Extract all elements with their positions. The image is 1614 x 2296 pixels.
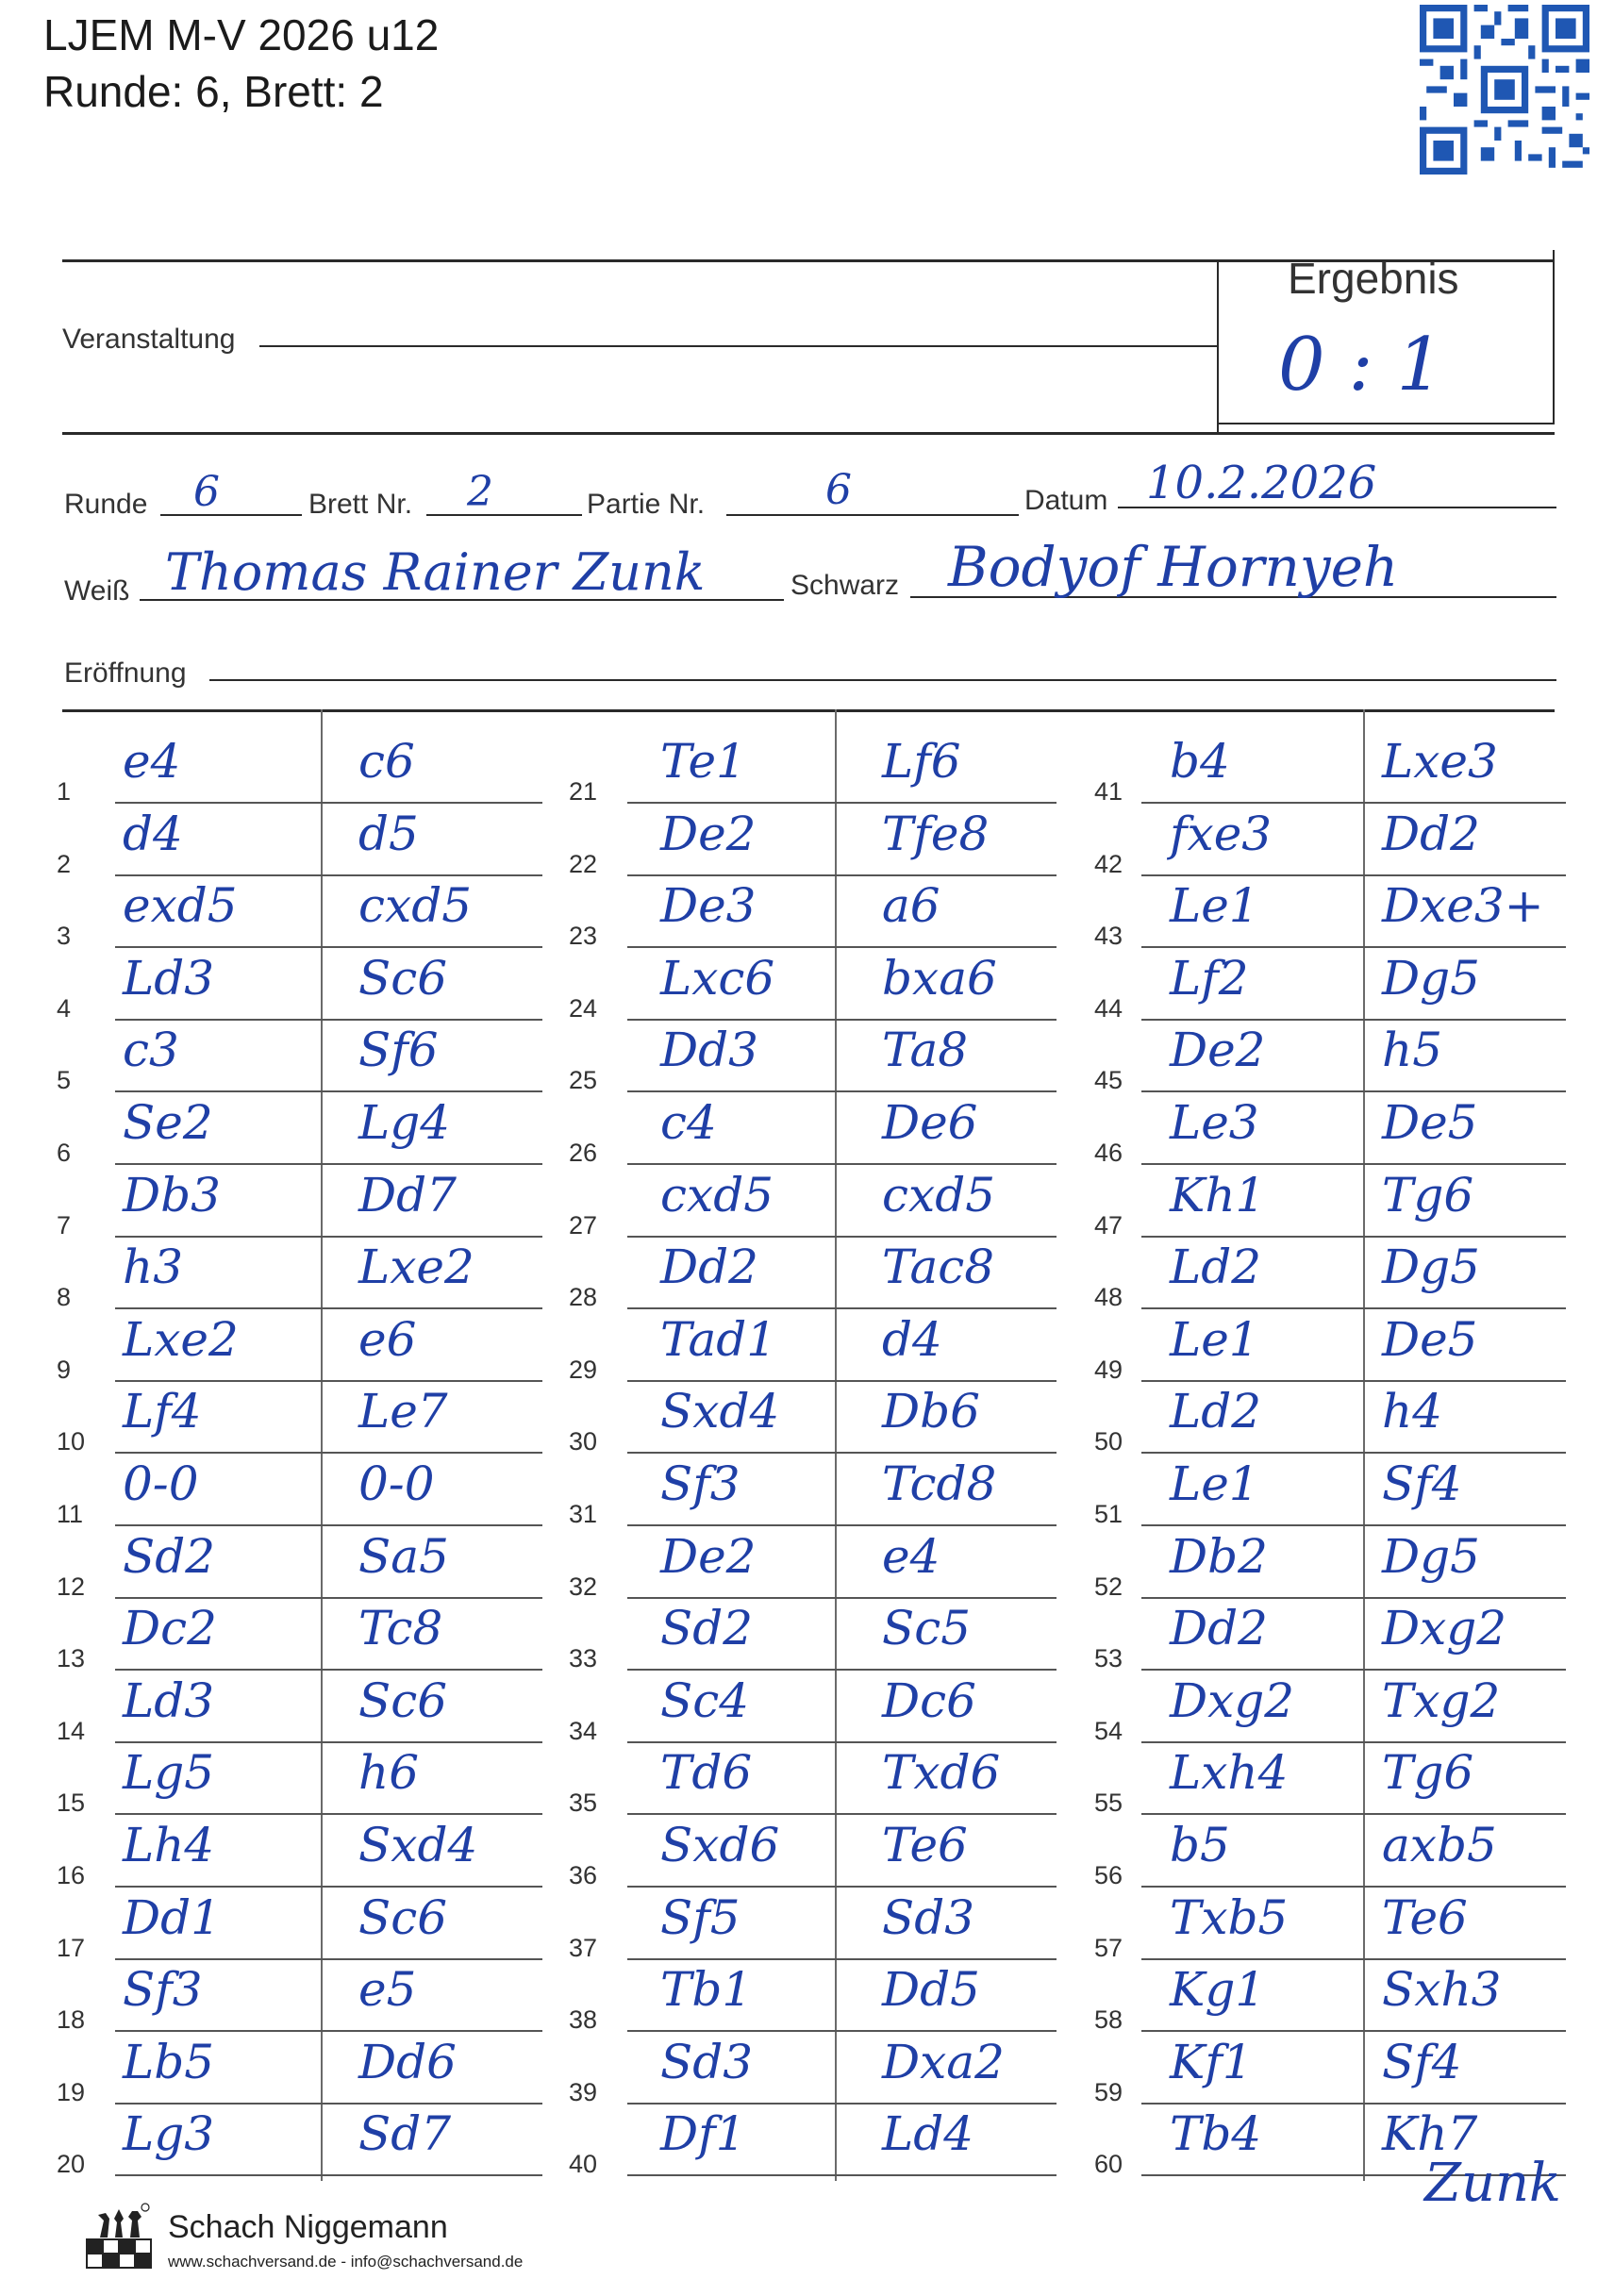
move-line (115, 1886, 542, 1888)
white-move: Lh4 (123, 1818, 215, 1872)
move-number: 36 (569, 1861, 598, 1889)
black-move: Ld4 (882, 2106, 974, 2162)
white-move: Sd3 (660, 2034, 754, 2089)
move-line (627, 1597, 1057, 1599)
white-move: 0-0 (123, 1456, 199, 1511)
move-number: 39 (569, 2077, 598, 2106)
move-line (627, 874, 1057, 876)
move-number: 48 (1094, 1283, 1123, 1312)
black-move: bxa6 (882, 950, 997, 1006)
move-number: 2 (57, 849, 72, 878)
move-line (627, 1307, 1057, 1309)
move-number: 18 (57, 2005, 86, 2035)
black-move: Tg6 (1382, 1167, 1474, 1223)
ergebnis-label: Ergebnis (1288, 254, 1459, 303)
white-move: Le3 (1170, 1095, 1259, 1150)
move-number: 6 (57, 1139, 72, 1167)
black-move: e5 (358, 1962, 417, 2018)
black-move: h6 (358, 1745, 420, 1801)
move-line (115, 1452, 542, 1454)
black-move: De6 (882, 1095, 978, 1150)
white-move: Lb5 (123, 2034, 215, 2089)
move-number: 53 (1094, 1644, 1123, 1673)
move-line (1141, 802, 1566, 804)
partie-value: 6 (825, 466, 852, 514)
move-line (1141, 2030, 1566, 2032)
move-number: 22 (569, 849, 598, 878)
move-number: 57 (1094, 1933, 1123, 1962)
runde-label: Runde (64, 489, 148, 520)
move-number: 14 (57, 1716, 86, 1745)
black-move: Txg2 (1382, 1672, 1501, 1728)
black-move: Lxe3 (1382, 734, 1498, 789)
black-move: h4 (1382, 1384, 1443, 1439)
white-move: Kh1 (1170, 1167, 1266, 1223)
white-move: Kf1 (1170, 2034, 1253, 2089)
move-line (115, 1380, 542, 1382)
move-line (1141, 1307, 1566, 1309)
black-move: Dc6 (882, 1672, 976, 1728)
schwarz-label: Schwarz (790, 570, 900, 601)
move-number: 50 (1094, 1427, 1123, 1456)
move-line (627, 1380, 1057, 1382)
white-move: Lf2 (1170, 950, 1249, 1006)
white-move: Dd2 (660, 1240, 758, 1295)
black-move: Dd6 (358, 2034, 457, 2089)
black-move: 0-0 (358, 1456, 435, 1511)
move-number: 3 (57, 922, 72, 951)
move-line (115, 1669, 542, 1671)
move-line (627, 946, 1057, 948)
move-number: 46 (1094, 1139, 1123, 1167)
move-line (115, 946, 542, 948)
move-line (115, 802, 542, 804)
move-number: 37 (569, 1933, 598, 1962)
move-number: 32 (569, 1572, 598, 1601)
move-number: 7 (57, 1210, 72, 1240)
move-number: 40 (569, 2150, 598, 2179)
white-move: Db3 (123, 1167, 221, 1223)
white-move: Dc2 (123, 1601, 217, 1656)
move-number: 9 (57, 1355, 72, 1384)
move-line (1141, 1524, 1566, 1526)
white-move: e4 (123, 734, 181, 789)
move-number: 45 (1094, 1066, 1123, 1095)
schwarz-value: Bodyof Hornyeh (948, 535, 1399, 599)
move-line (1141, 1597, 1566, 1599)
white-move: Le1 (1170, 878, 1259, 934)
move-line (1141, 946, 1566, 948)
move-line (1141, 1741, 1566, 1743)
move-line (627, 2030, 1057, 2032)
move-line (627, 802, 1057, 804)
black-move: Sxh3 (1382, 1962, 1502, 2018)
black-move: Le7 (358, 1384, 448, 1439)
white-move: Lxh4 (1170, 1745, 1289, 1801)
move-number: 54 (1094, 1716, 1123, 1745)
qr-code-icon (1420, 5, 1589, 175)
move-line (627, 1958, 1057, 1960)
white-move: Sd2 (660, 1601, 754, 1656)
white-move: Sxd6 (660, 1818, 780, 1872)
move-number: 60 (1094, 2150, 1123, 2179)
move-number: 29 (569, 1355, 598, 1384)
move-line (115, 1741, 542, 1743)
white-move: Le1 (1170, 1456, 1259, 1511)
white-move: Sd2 (123, 1528, 216, 1584)
move-line (627, 1090, 1057, 1092)
move-number: 56 (1094, 1861, 1123, 1889)
white-move: Sf3 (123, 1962, 203, 2018)
move-number: 27 (569, 1210, 598, 1240)
datum-value: 10.2.2026 (1146, 457, 1377, 509)
black-move: Kh7 (1382, 2106, 1478, 2162)
white-move: cxd5 (660, 1167, 774, 1223)
move-line (1141, 1380, 1566, 1382)
black-move: De5 (1382, 1311, 1478, 1367)
move-line (115, 1307, 542, 1309)
black-move: Dd7 (358, 1167, 457, 1223)
white-move: Sf5 (660, 1889, 740, 1945)
black-move: cxd5 (882, 1167, 996, 1223)
brett-value: 2 (467, 468, 493, 516)
black-move: e4 (882, 1528, 940, 1584)
move-number: 35 (569, 1789, 598, 1818)
white-move: exd5 (123, 878, 238, 934)
move-line (1141, 1090, 1566, 1092)
move-number: 49 (1094, 1355, 1123, 1384)
move-number: 51 (1094, 1500, 1123, 1528)
move-line (115, 2103, 542, 2105)
black-move: Te6 (1382, 1889, 1468, 1945)
black-move: Ta8 (882, 1023, 969, 1078)
weiss-label: Weiß (64, 575, 130, 607)
move-number: 43 (1094, 922, 1123, 951)
move-line (115, 874, 542, 876)
move-line (115, 1597, 542, 1599)
signature: Zunk (1424, 2153, 1561, 2214)
white-move: De3 (660, 878, 757, 934)
veranstaltung-label: Veranstaltung (62, 324, 236, 355)
move-line (627, 1669, 1057, 1671)
move-number: 20 (57, 2150, 86, 2179)
black-move: Dg5 (1382, 950, 1480, 1006)
move-number: 8 (57, 1283, 72, 1312)
move-number: 31 (569, 1500, 598, 1528)
black-move: Lg4 (358, 1095, 451, 1150)
white-move: Tad1 (660, 1311, 777, 1367)
black-move: d5 (358, 806, 419, 861)
move-number: 19 (57, 2077, 86, 2106)
white-move: Sxd4 (660, 1384, 780, 1439)
move-number: 30 (569, 1427, 598, 1456)
white-move: Dd3 (660, 1023, 758, 1078)
move-number: 25 (569, 1066, 598, 1095)
black-move: cxd5 (358, 878, 473, 934)
move-number: 1 (57, 777, 72, 806)
move-number: 10 (57, 1427, 86, 1456)
brand-contact: www.schachversand.de - info@schachversand.de (168, 2253, 524, 2271)
move-line (627, 1236, 1057, 1238)
black-move: Sd7 (358, 2106, 452, 2162)
white-move: Lf4 (123, 1384, 202, 1439)
white-move: Kg1 (1170, 1962, 1266, 2018)
move-line (1141, 1886, 1566, 1888)
white-move: Txb5 (1170, 1889, 1289, 1945)
partie-label: Partie Nr. (587, 489, 706, 520)
black-move: a6 (882, 878, 940, 934)
white-move: fxe3 (1170, 806, 1273, 861)
move-line (1141, 1958, 1566, 1960)
move-number: 52 (1094, 1572, 1123, 1601)
move-line (1141, 1452, 1566, 1454)
black-move: Dg5 (1382, 1528, 1480, 1584)
move-number: 13 (57, 1644, 86, 1673)
move-line (627, 1019, 1057, 1021)
white-move: De2 (660, 1528, 757, 1584)
move-line (115, 2030, 542, 2032)
black-move: Sf4 (1382, 2034, 1462, 2089)
black-move: Dd5 (882, 1962, 980, 2018)
white-move: h3 (123, 1240, 184, 1295)
move-line (1141, 874, 1566, 876)
move-number: 4 (57, 993, 72, 1023)
move-line (1141, 1669, 1566, 1671)
move-line (627, 1524, 1057, 1526)
white-move: Td6 (660, 1745, 753, 1801)
move-line (115, 1236, 542, 1238)
black-move: Dxa2 (882, 2034, 1005, 2089)
round-board-title: Runde: 6, Brett: 2 (43, 67, 384, 116)
move-line (115, 1524, 542, 1526)
black-move: e6 (358, 1311, 417, 1367)
white-move: Dd2 (1170, 1601, 1268, 1656)
white-move: Ld2 (1170, 1240, 1262, 1295)
result-value: 0 : 1 (1278, 323, 1444, 408)
move-number: 11 (57, 1500, 84, 1528)
move-line (627, 1741, 1057, 1743)
black-move: Sd3 (882, 1889, 975, 1945)
move-number: 5 (57, 1066, 72, 1095)
black-move: Lxe2 (358, 1240, 474, 1295)
move-line (627, 1813, 1057, 1815)
black-move: Dd2 (1382, 806, 1480, 861)
move-number: 34 (569, 1716, 598, 1745)
move-line (627, 1886, 1057, 1888)
move-number: 42 (1094, 849, 1123, 878)
move-number: 26 (569, 1139, 598, 1167)
black-move: Sxd4 (358, 1818, 478, 1872)
move-number: 16 (57, 1861, 86, 1889)
black-move: h5 (1382, 1023, 1443, 1078)
black-move: Tcd8 (882, 1456, 997, 1511)
white-move: Df1 (660, 2106, 746, 2162)
black-move: Tg6 (1382, 1745, 1474, 1801)
black-move: Dg5 (1382, 1240, 1480, 1295)
white-move: Tb1 (660, 1962, 753, 2018)
move-line (115, 1163, 542, 1165)
weiss-value: Thomas Rainer Zunk (165, 542, 706, 602)
move-line (115, 1813, 542, 1815)
move-line (115, 1090, 542, 1092)
black-move: Dxg2 (1382, 1601, 1507, 1656)
move-number: 28 (569, 1283, 598, 1312)
move-line (1141, 2103, 1566, 2105)
white-move: Db2 (1170, 1528, 1268, 1584)
black-move: Sf6 (358, 1023, 439, 1078)
white-move: Dxg2 (1170, 1672, 1295, 1728)
move-line (627, 1163, 1057, 1165)
white-move: d4 (123, 806, 183, 861)
move-number: 17 (57, 1933, 86, 1962)
move-number: 38 (569, 2005, 598, 2035)
move-line (627, 1452, 1057, 1454)
white-move: Ld3 (123, 950, 215, 1006)
brett-label: Brett Nr. (308, 489, 413, 520)
black-move: Sc5 (882, 1601, 972, 1656)
black-move: Db6 (882, 1384, 980, 1439)
black-move: d4 (882, 1311, 942, 1367)
white-move: Le1 (1170, 1311, 1259, 1367)
white-move: Lg3 (123, 2106, 215, 2162)
white-move: Te1 (660, 734, 746, 789)
runde-value: 6 (193, 468, 220, 516)
black-move: c6 (358, 734, 415, 789)
white-move: Dd1 (123, 1889, 221, 1945)
move-number: 58 (1094, 2005, 1123, 2035)
black-move: Sf4 (1382, 1456, 1462, 1511)
move-line (115, 1958, 542, 1960)
white-move: De2 (1170, 1023, 1266, 1078)
white-move: Ld2 (1170, 1384, 1262, 1439)
move-number: 47 (1094, 1210, 1123, 1240)
white-move: b4 (1170, 734, 1230, 789)
white-move: Tb4 (1170, 2106, 1262, 2162)
black-move: axb5 (1382, 1818, 1497, 1872)
white-move: c4 (660, 1095, 717, 1150)
white-move: Lxe2 (123, 1311, 239, 1367)
black-move: Tfe8 (882, 806, 990, 861)
white-move: Sc4 (660, 1672, 750, 1728)
move-number: 59 (1094, 2077, 1123, 2106)
move-number: 12 (57, 1572, 86, 1601)
white-move: De2 (660, 806, 757, 861)
white-move: c3 (123, 1023, 179, 1078)
move-line (1141, 1813, 1566, 1815)
white-move: Lg5 (123, 1745, 215, 1801)
move-line (627, 2103, 1057, 2105)
black-move: De5 (1382, 1095, 1478, 1150)
event-title: LJEM M-V 2026 u12 (43, 10, 440, 59)
move-number: 21 (569, 777, 598, 806)
datum-label: Datum (1024, 485, 1108, 516)
chess-pieces-logo-icon (83, 2202, 155, 2273)
white-move: Ld3 (123, 1672, 215, 1728)
black-move: Sc6 (358, 1672, 448, 1728)
move-line (115, 2174, 542, 2176)
white-move: Lxc6 (660, 950, 775, 1006)
move-line (115, 1019, 542, 1021)
move-number: 24 (569, 993, 598, 1023)
move-number: 33 (569, 1644, 598, 1673)
move-number: 41 (1094, 777, 1123, 806)
move-number: 23 (569, 922, 598, 951)
white-move: Sf3 (660, 1456, 740, 1511)
black-move: Tac8 (882, 1240, 995, 1295)
black-move: Sc6 (358, 950, 448, 1006)
white-move: b5 (1170, 1818, 1230, 1872)
black-move: Sa5 (358, 1528, 449, 1584)
move-number: 15 (57, 1789, 86, 1818)
black-move: Lf6 (882, 734, 961, 789)
move-line (1141, 1019, 1566, 1021)
move-line (1141, 1163, 1566, 1165)
black-move: Dxe3+ (1382, 878, 1544, 934)
eroeffnung-label: Eröffnung (64, 657, 187, 689)
black-move: Tc8 (358, 1601, 443, 1656)
move-number: 44 (1094, 993, 1123, 1023)
move-number: 55 (1094, 1789, 1123, 1818)
white-move: Se2 (123, 1095, 213, 1150)
black-move: Txd6 (882, 1745, 1001, 1801)
black-move: Sc6 (358, 1889, 448, 1945)
move-line (627, 2174, 1057, 2176)
black-move: Te6 (882, 1818, 968, 1872)
brand-name: Schach Niggemann (168, 2209, 448, 2245)
move-line (1141, 1236, 1566, 1238)
